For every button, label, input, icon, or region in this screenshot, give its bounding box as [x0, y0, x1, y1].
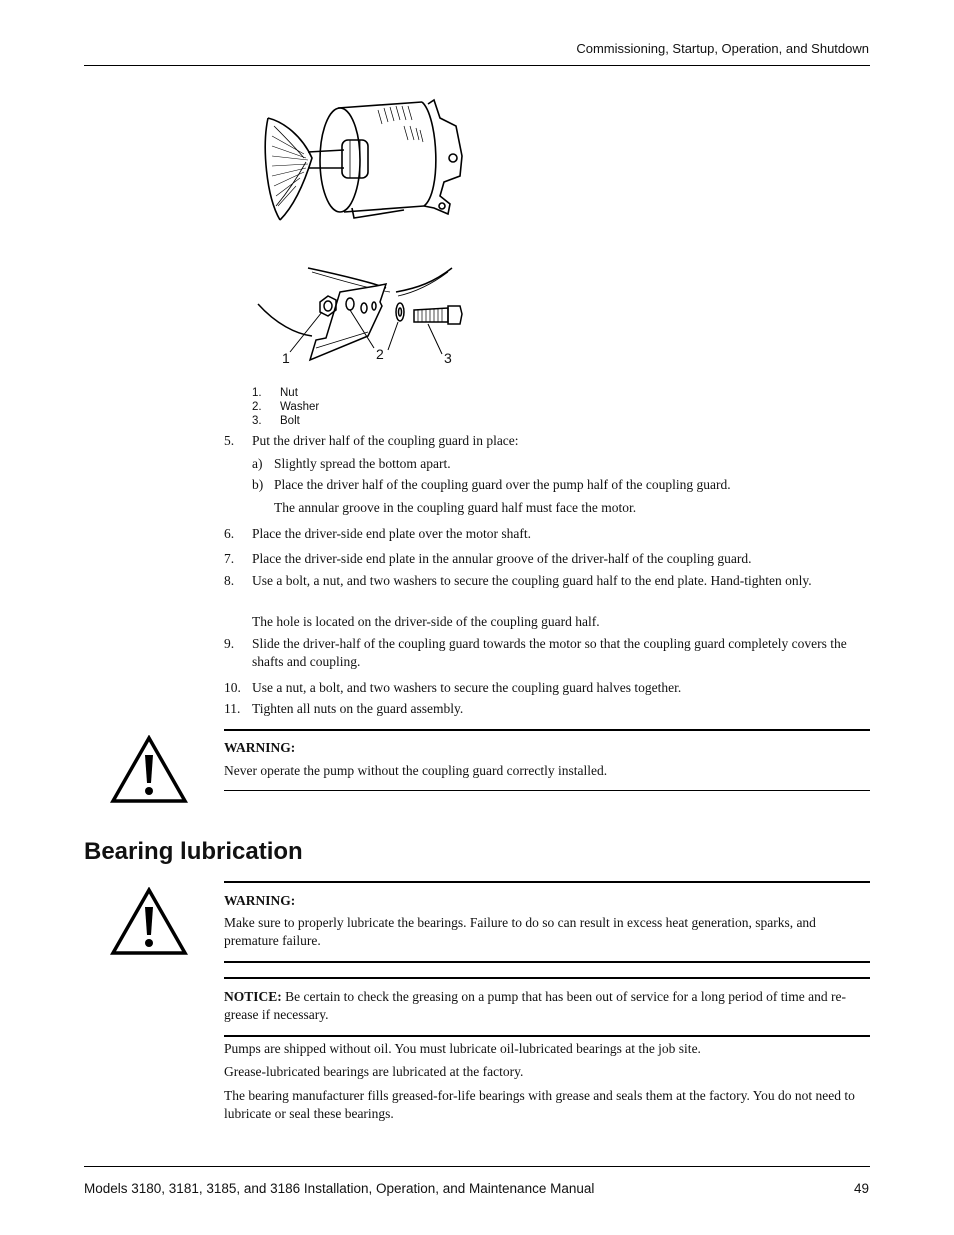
callout-1: 1 — [282, 350, 290, 366]
callout-2: 2 — [376, 346, 384, 362]
footer-rule — [84, 1166, 870, 1167]
coupling-guard-motor-illustration — [264, 96, 468, 224]
step-8: Use a bolt, a nut, and two washers to secure the coupling guard half to the end plate. Hand-tighten only. — [252, 573, 812, 588]
figure-legend — [252, 386, 319, 428]
notice-label: NOTICE: — [224, 989, 282, 1004]
step-5b-note: The annular groove in the coupling guard half must face the motor. — [274, 500, 637, 515]
legend-item: 1. Nut — [252, 387, 298, 399]
warning-rule-bottom — [224, 790, 870, 791]
section-title: Bearing lubrication — [84, 838, 303, 865]
paragraph: The bearing manufacturer fills greased-for-life bearings with grease and seals them at the factory. You do not need to lubricate or seal these bearings. — [224, 1088, 855, 1121]
footer-title: Models 3180, 3181, 3185, and 3186 Installation, Operation, and Maintenance Manual — [84, 1181, 595, 1196]
warning-triangle-icon — [110, 887, 188, 957]
step-8-note: The hole is located on the driver-side of the coupling guard half. — [252, 614, 600, 629]
callout-3: 3 — [444, 350, 452, 366]
legend-item: 3. Bolt — [252, 415, 300, 427]
paragraph: Grease-lubricated bearings are lubricated at the factory. — [224, 1064, 524, 1079]
step-11: Tighten all nuts on the guard assembly. — [252, 701, 464, 716]
notice-rule-bottom — [224, 1035, 870, 1037]
warning-title: WARNING: — [224, 893, 296, 908]
paragraph: Pumps are shipped without oil. You must lubricate oil-lubricated bearings at the job site. — [224, 1041, 701, 1056]
step-7: Place the driver-side end plate in the annular groove of the driver-half of the coupling guard. — [252, 551, 752, 566]
step-6: Place the driver-side end plate over the motor shaft. — [252, 526, 532, 541]
notice-text: Be certain to check the greasing on a pump that has been out of service for a long period of time and re-grease if necessary. — [224, 989, 846, 1022]
warning-triangle-icon — [110, 735, 188, 805]
step-5a: Slightly spread the bottom apart. — [274, 456, 451, 471]
notice-block — [224, 988, 864, 1024]
warning-text: Make sure to properly lubricate the bearings. Failure to do so can result in excess heat generation, sparks, and premature failure. — [224, 915, 816, 948]
warning-rule-top — [224, 881, 870, 883]
warning-rule-bottom — [224, 961, 870, 963]
notice-rule-top — [224, 977, 870, 979]
step-5: Put the driver half of the coupling guard in place: — [252, 433, 519, 448]
legend-item: 2. Washer — [252, 401, 320, 413]
step-5b: Place the driver half of the coupling guard over the pump half of the coupling guard. — [274, 477, 731, 492]
step-10: Use a nut, a bolt, and two washers to secure the coupling guard halves together. — [252, 680, 682, 695]
page-number: 49 — [853, 1181, 869, 1196]
warning-rule-top — [224, 729, 870, 731]
header-rule — [84, 65, 870, 66]
warning-title: WARNING: — [224, 740, 296, 755]
step-9: Slide the driver-half of the coupling guard towards the motor so that the coupling guard completely covers the shafts and coupling. — [252, 636, 847, 669]
running-header: Commissioning, Startup, Operation, and Shutdown — [576, 41, 869, 56]
warning-text: Never operate the pump without the coupling guard correctly installed. — [224, 763, 608, 778]
